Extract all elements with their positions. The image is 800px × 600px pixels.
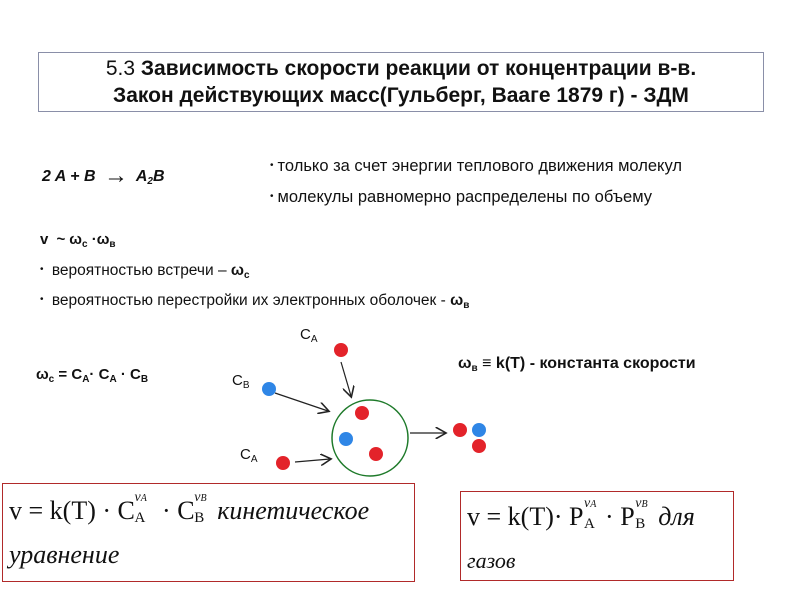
product-particle-2: [472, 423, 486, 437]
condition-1-text: только за счет энергии теплового движения молекул: [277, 157, 682, 175]
c-symbol: C: [117, 496, 135, 525]
a-sub: A: [584, 516, 595, 532]
omega-symbol: ω: [36, 366, 49, 383]
k-function: k(T): [49, 496, 96, 525]
b-sub: B: [635, 516, 646, 532]
particle-inside-3: [369, 447, 383, 461]
gases-word: газов: [467, 548, 516, 573]
p-symbol: P: [620, 502, 635, 531]
a-sub: A: [140, 493, 147, 504]
a-sub: A: [134, 510, 146, 526]
a-sub: A: [109, 374, 117, 385]
equiv-symbol: ≡: [482, 355, 492, 372]
a-sub: A: [250, 454, 258, 465]
omega-sub: в: [463, 300, 470, 311]
arrow-cb: [275, 393, 328, 411]
reaction-arrow: →: [103, 162, 128, 189]
tilde-symbol: ~: [56, 231, 66, 248]
probability-rearrangement-text: вероятностью перестройки их электронных оболочек -: [51, 292, 446, 309]
probability-meeting-text: вероятностью встречи –: [51, 262, 227, 279]
nu-symbol: ν: [584, 496, 591, 511]
v-symbol: v: [467, 502, 480, 531]
omega-symbol: ω: [230, 262, 244, 279]
omega-c-symbol: ω: [69, 231, 82, 248]
equals-sign: =: [28, 496, 44, 525]
dot-symbol: ·: [553, 502, 563, 531]
particle-inside-2: [339, 432, 353, 446]
omega-c-sub: c: [81, 239, 88, 250]
product-particle-1: [453, 423, 467, 437]
nu-b-sup: [194, 490, 206, 506]
particle-inside-1: [355, 406, 369, 420]
c-symbol: C: [240, 446, 251, 463]
omega-v-symbol: ω: [96, 231, 110, 248]
dot-symbol: ·: [120, 366, 126, 383]
c-symbol: C: [71, 366, 83, 383]
equation-word: уравнение: [9, 540, 120, 569]
dot-symbol: ·: [102, 496, 112, 525]
condition-2-text: молекулы равномерно распределены по объему: [277, 188, 653, 206]
c-symbol: C: [98, 366, 110, 383]
cb-power: [177, 490, 217, 526]
a-sub: A: [590, 499, 597, 510]
reaction-product: A: [135, 168, 148, 185]
b-sub: B: [194, 510, 205, 526]
section-number: 5.3: [105, 57, 136, 80]
particle-a-top: [334, 343, 348, 357]
omega-sub: c: [48, 374, 55, 385]
nu-a-sup: [584, 496, 596, 512]
nu-symbol: ν: [635, 496, 642, 511]
equals-sign: =: [58, 366, 68, 383]
particle-b: [262, 382, 276, 396]
v-symbol: v: [9, 496, 22, 525]
label-ca-top: [300, 326, 318, 345]
velocity-symbol: v: [40, 231, 49, 248]
k-function: k(T): [507, 502, 554, 531]
c-symbol: C: [232, 372, 243, 389]
omega-sub: в: [471, 363, 478, 374]
omega-sub: c: [243, 270, 250, 281]
a-sub: A: [310, 334, 318, 345]
nu-b-sup: [635, 496, 647, 512]
reaction-product-tail: B: [152, 168, 165, 185]
dot-symbol: ·: [89, 366, 95, 383]
gas-equation-box: [460, 491, 734, 581]
for-word: для: [658, 502, 695, 531]
b-sub: B: [200, 493, 207, 504]
kinetic-equation: [9, 490, 370, 526]
equals-sign: =: [486, 502, 502, 531]
rate-constant-text: k(T) - константа скорости: [495, 355, 696, 372]
title-text-1: Зависимость скорости реакции от концентрации в-в.: [140, 57, 697, 80]
reaction-reactants: 2 A + B: [42, 168, 96, 185]
omega-symbol: ω: [450, 292, 464, 309]
c-symbol: C: [300, 326, 311, 343]
nu-a-sup: [135, 490, 147, 506]
dot-symbol: ·: [162, 496, 171, 525]
b-sub: B: [242, 380, 250, 391]
ca-power: [117, 490, 156, 526]
particle-a-bottom: [276, 456, 290, 470]
c-symbol: C: [130, 366, 141, 383]
p-symbol: P: [569, 502, 584, 531]
product-particle-3: [472, 439, 486, 453]
nu-symbol: ν: [194, 490, 201, 505]
pa-power: [569, 496, 605, 532]
title-line-2: Закон действующих масс(Гульберг, Вааге 1879 г) - ЗДМ: [113, 84, 689, 107]
label-ca-bottom: [240, 446, 258, 465]
a-sub: A: [82, 374, 90, 385]
b-sub: B: [641, 499, 648, 510]
omega-symbol: ω: [458, 355, 472, 372]
arrow-ca-top: [341, 362, 351, 396]
reaction-product-subscript: 2: [147, 176, 153, 187]
dot-symbol: ·: [91, 231, 97, 248]
c-symbol: C: [177, 496, 195, 525]
gas-equation: [467, 496, 695, 532]
omega-v-sub: в: [109, 239, 116, 250]
pb-power: [620, 496, 658, 532]
b-sub: B: [140, 374, 149, 385]
kinetic-word: кинетическое: [217, 496, 370, 525]
dot-symbol: ·: [605, 502, 614, 531]
arrow-ca-bottom: [295, 459, 330, 462]
label-cb: [232, 372, 250, 391]
nu-symbol: ν: [134, 490, 141, 505]
kinetic-equation-box: [2, 483, 415, 582]
